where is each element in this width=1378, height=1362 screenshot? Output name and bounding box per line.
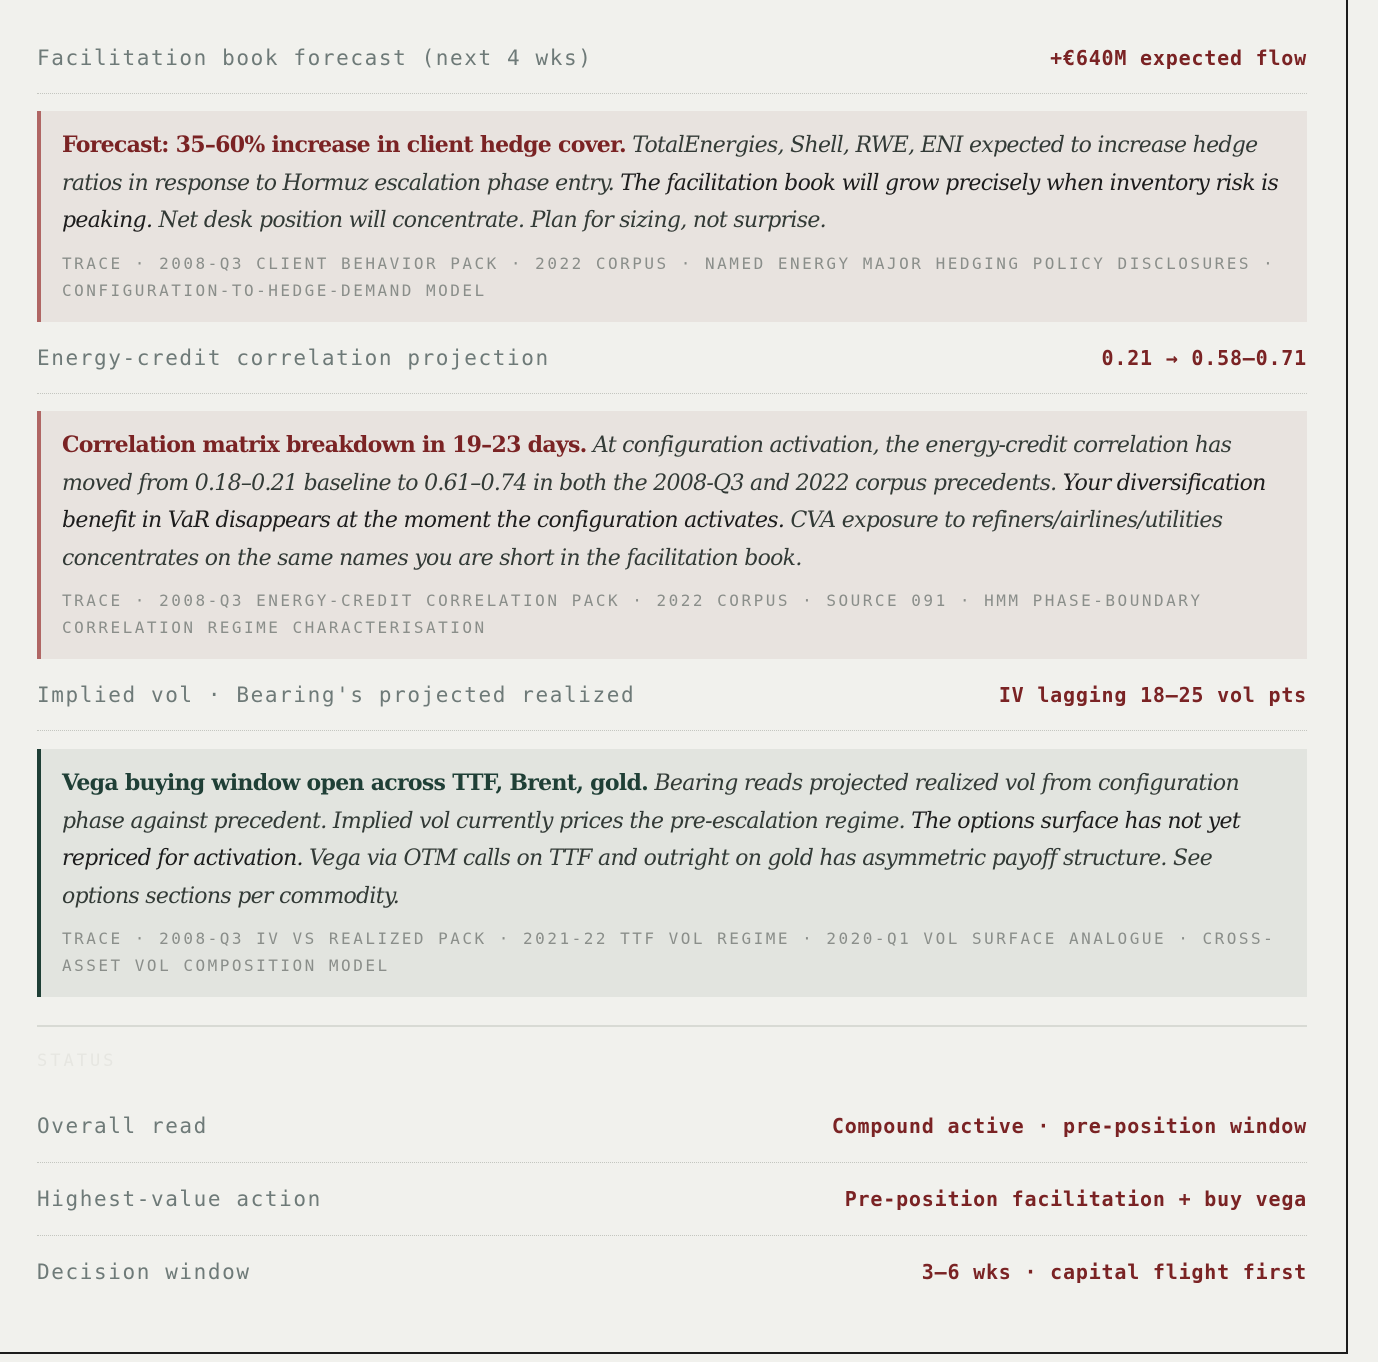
callout-headline: Correlation matrix breakdown in 19–23 days.: [62, 432, 587, 458]
callout-text: CVA exposure to refiners/airlines/utilities concentrates on the same names you are short in the facilitation book.: [62, 508, 1223, 571]
row-value: IV lagging 18–25 vol pts: [998, 682, 1307, 707]
row-label: Decision window: [37, 1260, 251, 1284]
callout-body: [62, 765, 1283, 915]
overall-read-row: [37, 1089, 1307, 1163]
row-value: 3–6 wks · capital flight first: [921, 1260, 1307, 1284]
callout-body: [62, 127, 1283, 240]
callout-emphasis: The facilitation book will grow precisely when inventory risk is peaking.: [62, 170, 1279, 233]
status-section-label: STATUS: [37, 1051, 117, 1071]
row-label: Facilitation book forecast (next 4 wks): [37, 45, 593, 70]
trace-line: TRACE · 2008-Q3 IV VS REALIZED PACK · 2021-22 TTF VOL REGIME · 2020-Q1 VOL SURFACE ANALOGUE · CROSS-ASSET VOL COMPOSITION MODEL: [62, 929, 1276, 975]
callout-text: At configuration activation, the energy-credit correlation has moved from 0.18–0.21 baseline to 0.61–0.74 in both the 2008-Q3 and 2022 corpus precedents.: [62, 433, 1232, 496]
forecast-callout: [37, 111, 1307, 322]
trace-line: TRACE · 2008-Q3 CLIENT BEHAVIOR PACK · 2022 CORPUS · NAMED ENERGY MAJOR HEDGING POLICY DISCLOSURES · CONFIGURATION-TO-HEDGE-DEMAND MODEL: [62, 253, 1276, 300]
facilitation-forecast-row: [37, 22, 1307, 94]
section-divider: [37, 1025, 1307, 1027]
callout-headline: Vega buying window open across TTF, Brent, gold.: [62, 770, 649, 796]
trace-line: TRACE · 2008-Q3 ENERGY-CREDIT CORRELATION PACK · 2022 CORPUS · SOURCE 091 · HMM PHASE-BOUNDARY CORRELATION REGIME CHARACTERISATION: [62, 591, 1203, 637]
callout-text: Net desk position will concentrate. Plan for sizing, not surprise.: [152, 208, 826, 233]
row-label: Implied vol · Bearing's projected realized: [37, 682, 636, 707]
callout-text: TotalEnergies, Shell, RWE, ENI expected to increase hedge ratios in response to Hormuz escalation phase entry.: [62, 133, 1258, 196]
row-label: Highest-value action: [37, 1187, 322, 1211]
row-value: 0.21 → 0.58–0.71: [1101, 345, 1307, 370]
row-value: Pre-position facilitation + buy vega: [844, 1187, 1307, 1211]
correlation-callout: [37, 411, 1307, 659]
callout-emphasis: The options surface has not yet repriced for activation.: [62, 808, 1240, 871]
callout-headline: Forecast: 35–60% increase in client hedge cover.: [62, 132, 626, 158]
highest-value-action-row: [37, 1163, 1307, 1236]
implied-vol-row: [37, 659, 1307, 731]
row-label: Overall read: [37, 1113, 208, 1138]
callout-body: [62, 427, 1283, 577]
callout-emphasis: Your diversification benefit in VaR disappears at the moment the configuration activates.: [62, 470, 1266, 533]
correlation-projection-row: [37, 322, 1307, 394]
decision-window-row: [37, 1236, 1307, 1308]
vega-callout: [37, 749, 1307, 997]
callout-text: Vega via OTM calls on TTF and outright on gold has asymmetric payoff structure. See options sections per commodity.: [62, 846, 1213, 909]
row-value: +€640M expected flow: [1050, 45, 1307, 70]
row-label: Energy-credit correlation projection: [37, 345, 550, 370]
callout-text: Bearing reads projected realized vol from configuration phase against precedent. Implied vol currently prices the pre-escalation regime.: [62, 771, 1239, 834]
row-value: Compound active · pre-position window: [831, 1113, 1307, 1138]
